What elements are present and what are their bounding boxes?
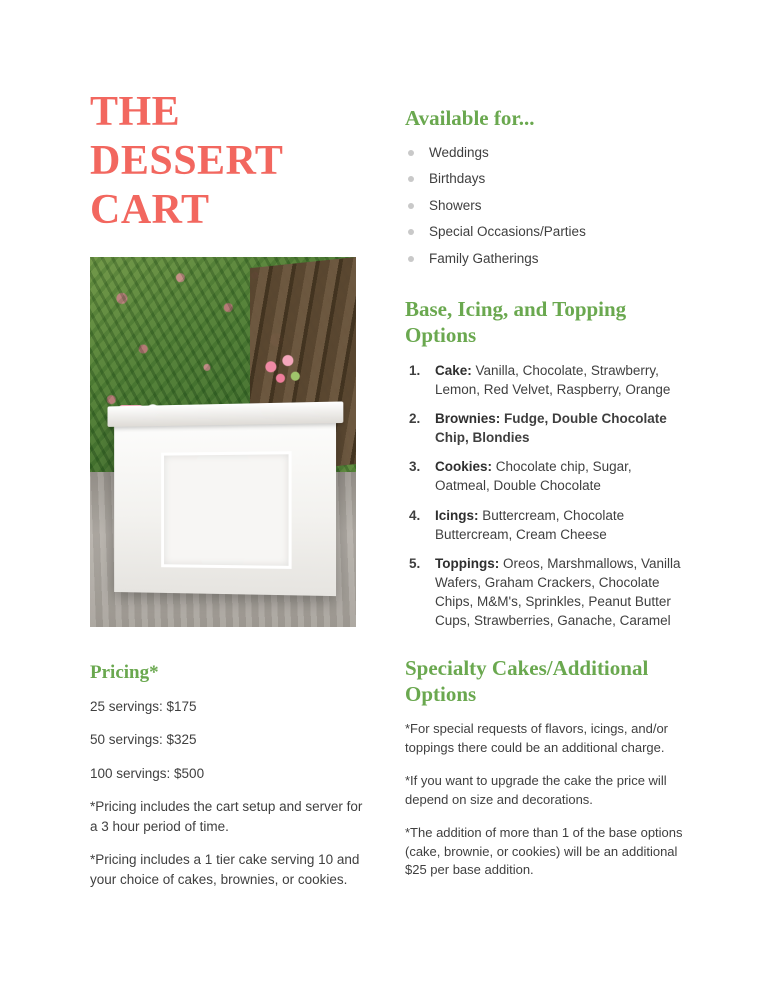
available-item-label: Family Gatherings [429,250,539,266]
pricing-note-2: *Pricing includes a 1 tier cake serving 10 and your choice of cakes, brownies, or cookies. [90,852,360,887]
title-line-3: CART [90,187,210,234]
bullet-icon [408,203,414,209]
photo-canvas [90,257,356,627]
available-item-label: Birthdays [429,171,486,187]
option-number: 4. [409,507,421,523]
list-item [405,409,690,447]
list-item [405,361,690,399]
option-text: Chocolate chip, Sugar, Oatmeal, Double Chocolate [435,459,632,494]
specialty-paragraph: *If you want to upgrade the cake the price will depend on size and decorations. [405,772,667,807]
option-label: Toppings: [435,555,500,571]
pricing-line-2: 50 servings: $325 [90,732,197,748]
option-number: 1. [409,362,421,378]
specialty-paragraph: *The addition of more than 1 of the base options (cake, brownie, or cookies) will be an additional $25 per base addition. [405,824,683,878]
photo-cart-top [108,401,344,427]
available-list [405,144,690,268]
options-list [405,361,690,631]
available-item-label: Showers [429,197,482,213]
option-text: Oreos, Marshmallows, Vanilla Wafers, Graham Crackers, Chocolate Chips, M&M's, Sprinkles, Peanut Butter Cups, Strawberries, Ganache, Caramel [435,555,681,629]
list-item [405,506,690,544]
available-heading: Available for... [405,106,535,130]
list-item [405,170,690,188]
list-item [405,223,690,241]
list-item [405,144,690,162]
photo-cart-panel [162,451,293,569]
title-line-1: THE [90,89,181,135]
option-text: Vanilla, Chocolate, Strawberry, Lemon, Red Velvet, Raspberry, Orange [435,362,671,397]
pricing-note-1: *Pricing includes the cart setup and server for a 3 hour period of time. [90,799,363,834]
page-title [90,88,370,235]
list-item [405,197,690,215]
bullet-icon [408,229,414,235]
options-heading: Base, Icing, and Topping Options [405,297,627,347]
pricing-heading: Pricing* [90,662,159,684]
photo-cart [114,414,336,596]
available-item-label: Weddings [429,144,489,160]
list-item [405,250,690,268]
specialty-paragraph: *For special requests of flavors, icings, and/or toppings there could be an additional charge. [405,720,669,755]
bullet-icon [408,176,414,182]
title-line-2: DESSERT [90,138,284,185]
dessert-cart-photo [90,257,356,627]
right-column [405,106,690,894]
bullet-icon [408,256,414,262]
list-item [405,457,690,495]
left-column [90,88,370,903]
pricing-line-3: 100 servings: $500 [90,765,205,781]
pricing-line-1: 25 servings: $175 [90,698,197,714]
option-number: 5. [409,555,421,571]
available-item-label: Special Occasions/Parties [429,224,586,240]
list-item [405,554,690,631]
specialty-section [405,656,690,880]
option-text: Fudge, Double Chocolate Chip, Blondies [435,410,667,446]
pricing-section [90,661,370,889]
option-label: Brownies: [435,410,501,426]
option-label: Cookies: [435,459,493,475]
option-number: 2. [409,410,421,426]
option-label: Cake: [435,362,472,378]
option-number: 3. [409,459,421,475]
option-text: Buttercream, Chocolate Buttercream, Cream Cheese [435,507,625,542]
specialty-heading: Specialty Cakes/Additional Options [405,656,649,707]
bullet-icon [408,150,414,156]
option-label: Icings: [435,507,479,523]
